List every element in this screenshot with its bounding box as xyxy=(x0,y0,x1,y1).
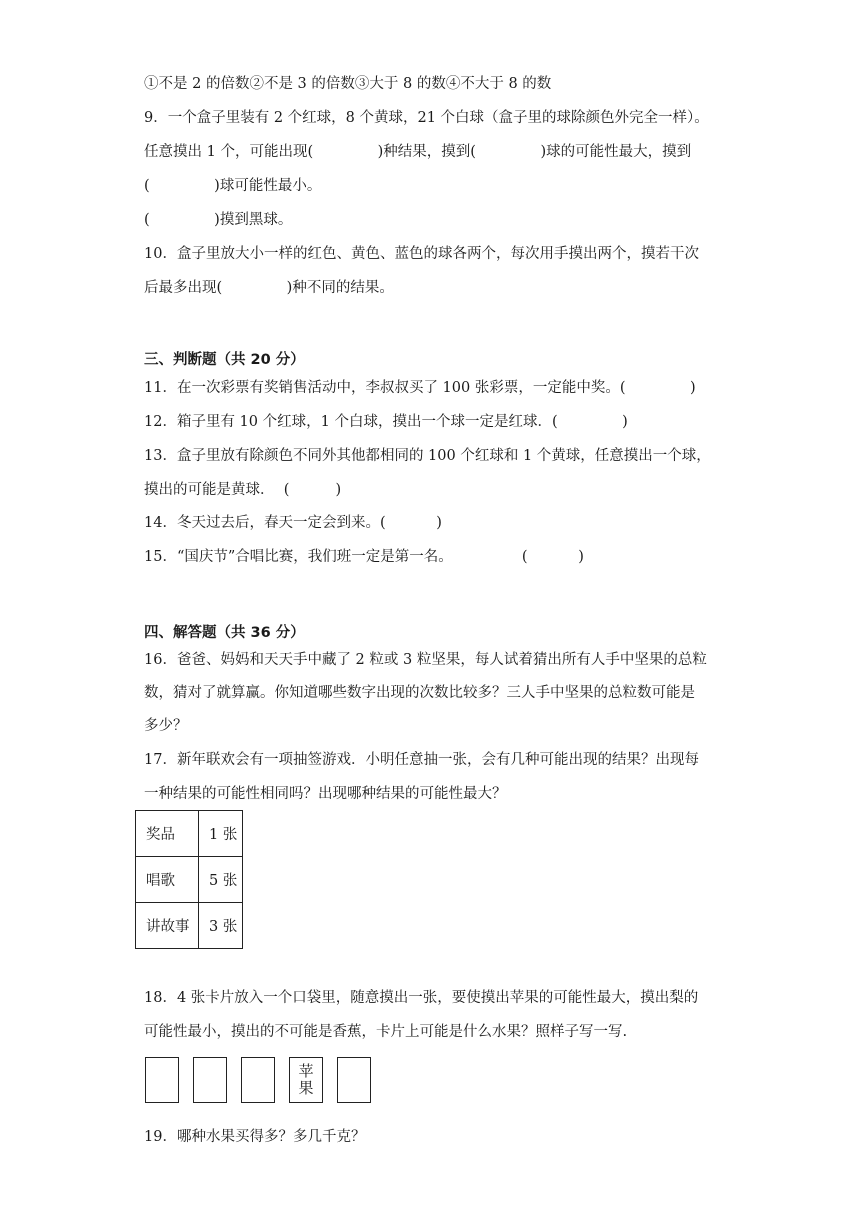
fruit-card-2 xyxy=(193,1057,227,1103)
question-15: 15．“国庆节”合唱比赛，我们班一定是第一名。 ( ) xyxy=(144,549,584,565)
fruit-card-3 xyxy=(241,1057,275,1103)
table-cell: 唱歌 xyxy=(136,857,199,903)
table-cell: 讲故事 xyxy=(136,903,199,949)
question-10-line-2: 后最多出现( )种不同的结果。 xyxy=(144,280,394,296)
fruit-card-1 xyxy=(145,1057,179,1103)
question-9-line-3: ( )球可能性最小。 xyxy=(144,178,322,194)
table-cell: 1 张 xyxy=(199,811,243,857)
question-12: 12．箱子里有 10 个红球，1 个白球，摸出一个球一定是红球．( ) xyxy=(144,414,628,430)
question-10-line-1: 10．盒子里放大小一样的红色、黄色、蓝色的球各两个，每次用手摸出两个，摸若干次 xyxy=(144,246,699,262)
question-17-line-2: 一种结果的可能性相同吗？出现哪种结果的可能性最大？ xyxy=(144,786,507,802)
question-16-line-3: 多少？ xyxy=(144,718,188,734)
question-9-line-4: ( )摸到黑球。 xyxy=(144,212,293,228)
card-label: 苹果 xyxy=(298,1062,314,1097)
prize-table xyxy=(135,810,243,949)
question-16-line-2: 数，猜对了就算赢。你知道哪些数字出现的次数比较多？三人手中坚果的总粒数可能是 xyxy=(144,685,695,701)
table-row xyxy=(136,903,243,949)
question-11: 11．在一次彩票有奖销售活动中，李叔叔买了 100 张彩票，一定能中奖。( ) xyxy=(144,380,696,396)
table-cell: 3 张 xyxy=(199,903,243,949)
question-18-line-2: 可能性最小，摸出的不可能是香蕉，卡片上可能是什么水果？照样子写一写. xyxy=(144,1024,628,1040)
question-17-line-1: 17．新年联欢会有一项抽签游戏．小明任意抽一张，会有几种可能出现的结果？出现每 xyxy=(144,752,699,768)
question-16-line-1: 16．爸爸、妈妈和天天手中藏了 2 粒或 3 粒坚果，每人试着猜出所有人手中坚果的总粒 xyxy=(144,652,707,668)
table-cell: 奖品 xyxy=(136,811,199,857)
table-cell: 5 张 xyxy=(199,857,243,903)
question-19: 19．哪种水果买得多？多几千克？ xyxy=(144,1129,366,1145)
question-18-line-1: 18．4 张卡片放入一个口袋里，随意摸出一张，要使摸出苹果的可能性最大，摸出梨的 xyxy=(144,990,699,1006)
question-14: 14．冬天过去后，春天一定会到来。( ) xyxy=(144,515,442,531)
choice-options-line: ①不是 2 的倍数②不是 3 的倍数③大于 8 的数④不大于 8 的数 xyxy=(144,76,552,92)
section-4-heading: 四、解答题（共 36 分） xyxy=(144,625,305,641)
table-row xyxy=(136,811,243,857)
fruit-card-apple xyxy=(289,1057,323,1103)
table-row xyxy=(136,857,243,903)
question-13-line-1: 13．盒子里放有除颜色不同外其他都相同的 100 个红球和 1 个黄球，任意摸出一个球， xyxy=(144,448,711,464)
question-9-line-1: 9．一个盒子里装有 2 个红球，8 个黄球，21 个白球（盒子里的球除颜色外完全一样）。 xyxy=(144,110,709,126)
question-13-line-2: 摸出的可能是黄球． ( ) xyxy=(144,482,342,498)
question-9-line-2: 任意摸出 1 个，可能出现( )种结果，摸到( )球的可能性最大，摸到 xyxy=(144,144,692,160)
fruit-card-5 xyxy=(337,1057,371,1103)
section-3-heading: 三、判断题（共 20 分） xyxy=(144,352,305,368)
